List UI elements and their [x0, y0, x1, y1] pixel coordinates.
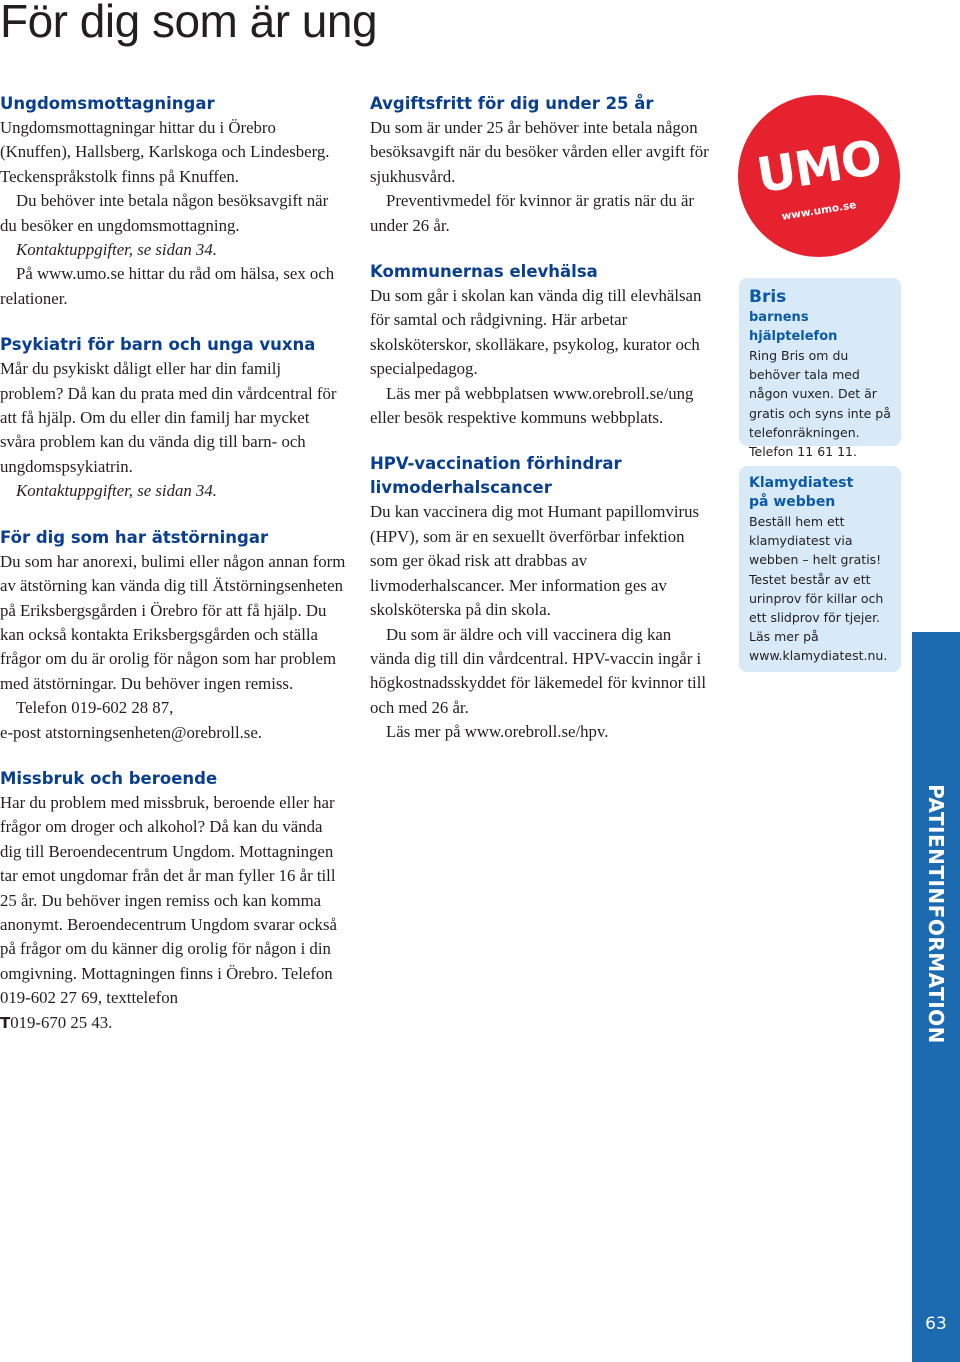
klamydiatest-title: [749, 474, 891, 512]
section-elevhalsa: [370, 260, 715, 430]
paragraph: På www.umo.se hittar du råd om hälsa, sex och relationer.: [0, 264, 335, 308]
section-psykiatri: [0, 333, 348, 503]
textphone-icon: T: [0, 1013, 11, 1032]
section-heading: HPV-vaccination förhindrar livmoderhalscancer: [370, 454, 622, 498]
section-heading: Avgiftsfritt för dig under 25 år: [370, 94, 654, 113]
phone-line: Telefon 019-602 28 87,: [16, 698, 174, 718]
paragraph: Du som har anorexi, bulimi eller någon annan form av ätstörning kan vända dig till Ätstörningsenheten på Eriksbergsgården i Örebro för att få hjälp. Du kan också kontakta Eriksbergsgården och ställa frågor om du är orolig för någon som har problem med ätstörningar. Du behöver ingen remiss.: [0, 551, 346, 693]
section-avgiftsfritt: [370, 92, 715, 238]
middle-column: [370, 92, 715, 767]
section-heading: För dig som har ätstörningar: [0, 527, 269, 547]
section-ungdomsmottagningar: [0, 92, 348, 311]
paragraph: Du som går i skolan kan vända dig till elevhälsan för samtal och rådgivning. Här arbetar skolsköterskor, skolläkare, psykolog, kurator och specialpedagog.: [370, 286, 702, 379]
klamydiatest-body: Beställ hem ett klamydiatest via webben – helt gratis! Testet består av ett urinprov för killar och ett slidprov för tjejer. Läs mer på www.klamydiatest.nu.: [749, 514, 888, 664]
umo-logo: [738, 95, 900, 257]
page-title: För dig som är ung: [0, 0, 378, 47]
section-heading: Ungdomsmottagningar: [0, 94, 215, 113]
paragraph: Du behöver inte betala någon besöksavgift när du besöker en ungdomsmottagning.: [0, 191, 329, 235]
bris-info-box: [739, 278, 901, 460]
contact-reference: Kontaktuppgifter, se sidan 34.: [16, 240, 217, 260]
paragraph: [0, 791, 348, 1035]
section-atstorningar: [0, 526, 348, 745]
paragraph: Ungdomsmottagningar hittar du i Örebro (Knuffen), Hallsberg, Karlskoga och Lindesberg. Teckenspråkstolk finns på Knuffen.: [0, 118, 330, 186]
textphone-number: 019-670 25 43.: [10, 1012, 113, 1032]
paragraph: Du som är äldre och vill vaccinera dig kan vända dig till din vårdcentral. HPV-vaccin ingår i högkostnadsskyddet för läkemedel för kvinnor till och med 26 år.: [370, 624, 707, 717]
bris-subtitle: barnens hjälptelefon: [749, 310, 838, 344]
section-heading: Missbruk och beroende: [0, 768, 218, 788]
klamydiatest-title-line2: på webben: [749, 494, 836, 510]
paragraph: Läs mer på webbplatsen www.orebroll.se/ung eller besök respektive kommuns webbplats.: [370, 383, 694, 428]
bris-body: Ring Bris om du behöver tala med någon vuxen. Det är gratis och syns inte på telefonräkningen. Telefon 11 61 11.: [749, 348, 891, 460]
page-number: 63: [925, 1314, 947, 1334]
klamydiatest-title-line1: Klamydiatest: [749, 475, 854, 491]
paragraph: Läs mer på www.orebroll.se/hpv.: [386, 722, 609, 742]
section-missbruk: [0, 767, 348, 1035]
paragraph-text: Har du problem med missbruk, beroende eller har frågor om droger och alkohol? Då kan du vända dig till Beroendecentrum Ungdom. Mottagningen tar emot ungdomar från det år man fyller 16 år till 25 år. Du behöver ingen remiss och kan komma anonymt. Beroendecentrum Ungdom svarar också på frågor om du känner dig orolig för någon i din omgivning. Mottagningen finns i Örebro. Telefon 019-602 27 69, texttelefon: [0, 792, 337, 1008]
section-heading: Psykiatri för barn och unga vuxna: [0, 335, 316, 355]
klamydiatest-info-box: [739, 466, 901, 672]
left-column: [0, 92, 348, 1057]
paragraph: Du som är under 25 år behöver inte betala någon besöksavgift när du besöker vården eller avgift för sjukhusvård.: [370, 118, 709, 186]
side-tab: [912, 632, 960, 1362]
email-line: e-post atstorningsenheten@orebroll.se.: [0, 722, 262, 742]
section-hpv: [370, 452, 715, 744]
paragraph: Preventivmedel för kvinnor är gratis när du är under 26 år.: [370, 191, 695, 235]
section-heading: Kommunernas elevhälsa: [370, 262, 598, 282]
bris-title: Bris: [749, 287, 787, 307]
umo-logo-url: www.umo.se: [780, 199, 858, 223]
side-tab-label: PATIENTINFORMATION: [924, 784, 948, 1044]
paragraph: Du kan vaccinera dig mot Humant papillomvirus (HPV), som är en sexuellt överförbar infektion som ger ökad risk att drabbas av livmoderhalscancer. Mer information ges av skolsköterska på din skola.: [370, 502, 700, 620]
contact-reference: Kontaktuppgifter, se sidan 34.: [16, 481, 217, 501]
umo-logo-text: UMO: [753, 129, 885, 205]
paragraph: Mår du psykiskt dåligt eller har din familj problem? Då kan du prata med din vårdcentral för att få hjälp. Om du eller din familj har mycket svåra problem kan du vända dig till barn- och ungdomspsykiatrin.: [0, 359, 337, 476]
